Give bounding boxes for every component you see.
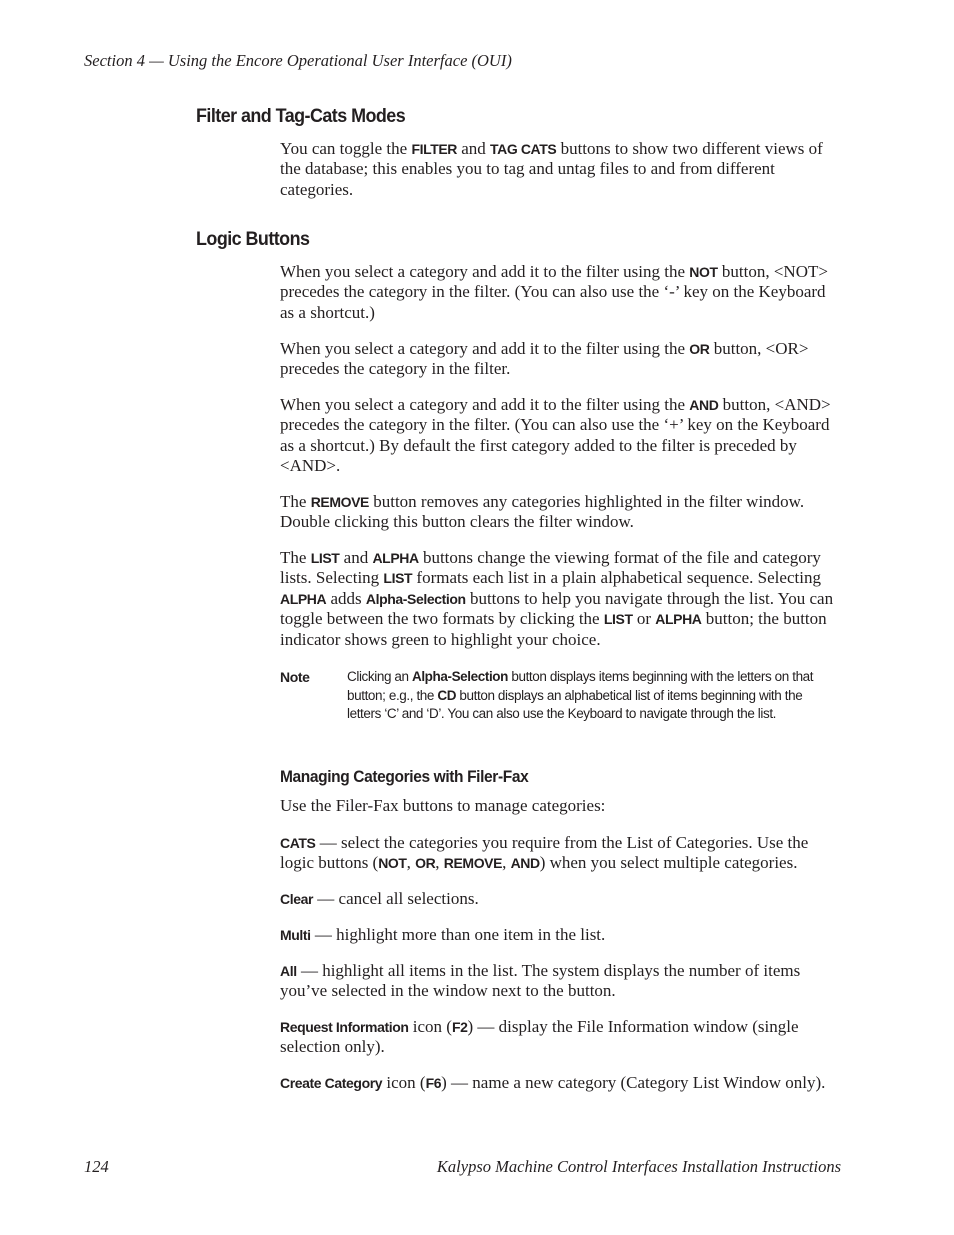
item-cats: CATS — select the categories you require from the List of Categories. Use the logic buttons (NOT, OR, REMOVE, AND) when you select multiple categories. <box>280 833 809 873</box>
paragraph-and-button: When you select a category and add it to the filter using the AND button, <AND> precedes the category in the filter. (You can also use the ‘+’ key on the Keyboard as a shortcut.) By default the first category added to the filter is preceded by <AND>. <box>280 395 831 476</box>
paragraph-remove-button: The REMOVE button removes any categories highlighted in the filter window. Double clicking this button clears the filter window. <box>280 492 805 532</box>
item-create-category: Create Category icon (F6) — name a new category (Category List Window only). <box>280 1073 826 1092</box>
paragraph-or-button: When you select a category and add it to the filter using the OR button, <OR> precedes the category in the filter. <box>280 339 809 379</box>
item-multi: Multi — highlight more than one item in the list. <box>280 925 606 944</box>
item-all: All — highlight all items in the list. The system displays the number of items you’ve selected in the window next to the button. <box>280 961 801 1001</box>
heading-managing-categories: Managing Categories with Filer-Fax <box>280 768 529 786</box>
heading-filter-tag-cats-modes: Filter and Tag-Cats Modes <box>196 105 406 127</box>
running-header: Section 4 — Using the Encore Operational User Interface (OUI) <box>84 51 512 70</box>
note-label: Note <box>280 669 310 685</box>
item-request-information: Request Information icon (F2) — display the File Information window (single selection only). <box>280 1017 799 1057</box>
button-name-tag-cats: TAG CATS <box>490 141 557 157</box>
paragraph-filter-tag-cats: You can toggle the FILTER and TAG CATS buttons to show two different views of the database; this enables you to tag and untag files to and from different categories. <box>280 139 823 199</box>
button-name-filter: FILTER <box>411 141 457 157</box>
button-name-and: AND <box>689 397 719 413</box>
button-name-or: OR <box>689 341 710 357</box>
heading-logic-buttons: Logic Buttons <box>196 228 310 250</box>
paragraph-not-button: When you select a category and add it to the filter using the NOT button, <NOT> precedes the category in the filter. (You can also use the ‘-’ key on the Keyboard as a shortcut.) <box>280 262 828 322</box>
item-clear: Clear — cancel all selections. <box>280 889 479 908</box>
footer-doc-title: Kalypso Machine Control Interfaces Installation Instructions <box>436 1157 841 1176</box>
button-name-not: NOT <box>689 264 718 280</box>
paragraph-filer-fax-intro: Use the Filer-Fax buttons to manage categories: <box>280 796 606 815</box>
page-number: 124 <box>84 1157 109 1176</box>
note-text: Clicking an Alpha-Selection button displays items beginning with the letters on that button; e.g., the CD button displays an alphabetical list of items beginning with the letters ‘C’ and ‘D’. You can also use the Keyboard to navigate through the list. <box>347 669 814 722</box>
button-name-remove: REMOVE <box>310 494 369 510</box>
paragraph-list-alpha-buttons: The LIST and ALPHA buttons change the viewing format of the file and category lists. Selecting LIST formats each list in a plain alphabetical sequence. Selecting ALPHA adds Alpha-Selection buttons to help you navigate through the list. You can toggle between the two formats by clicking the LIST or ALPHA button; the button indicator shows green to highlight your choice. <box>280 548 834 649</box>
